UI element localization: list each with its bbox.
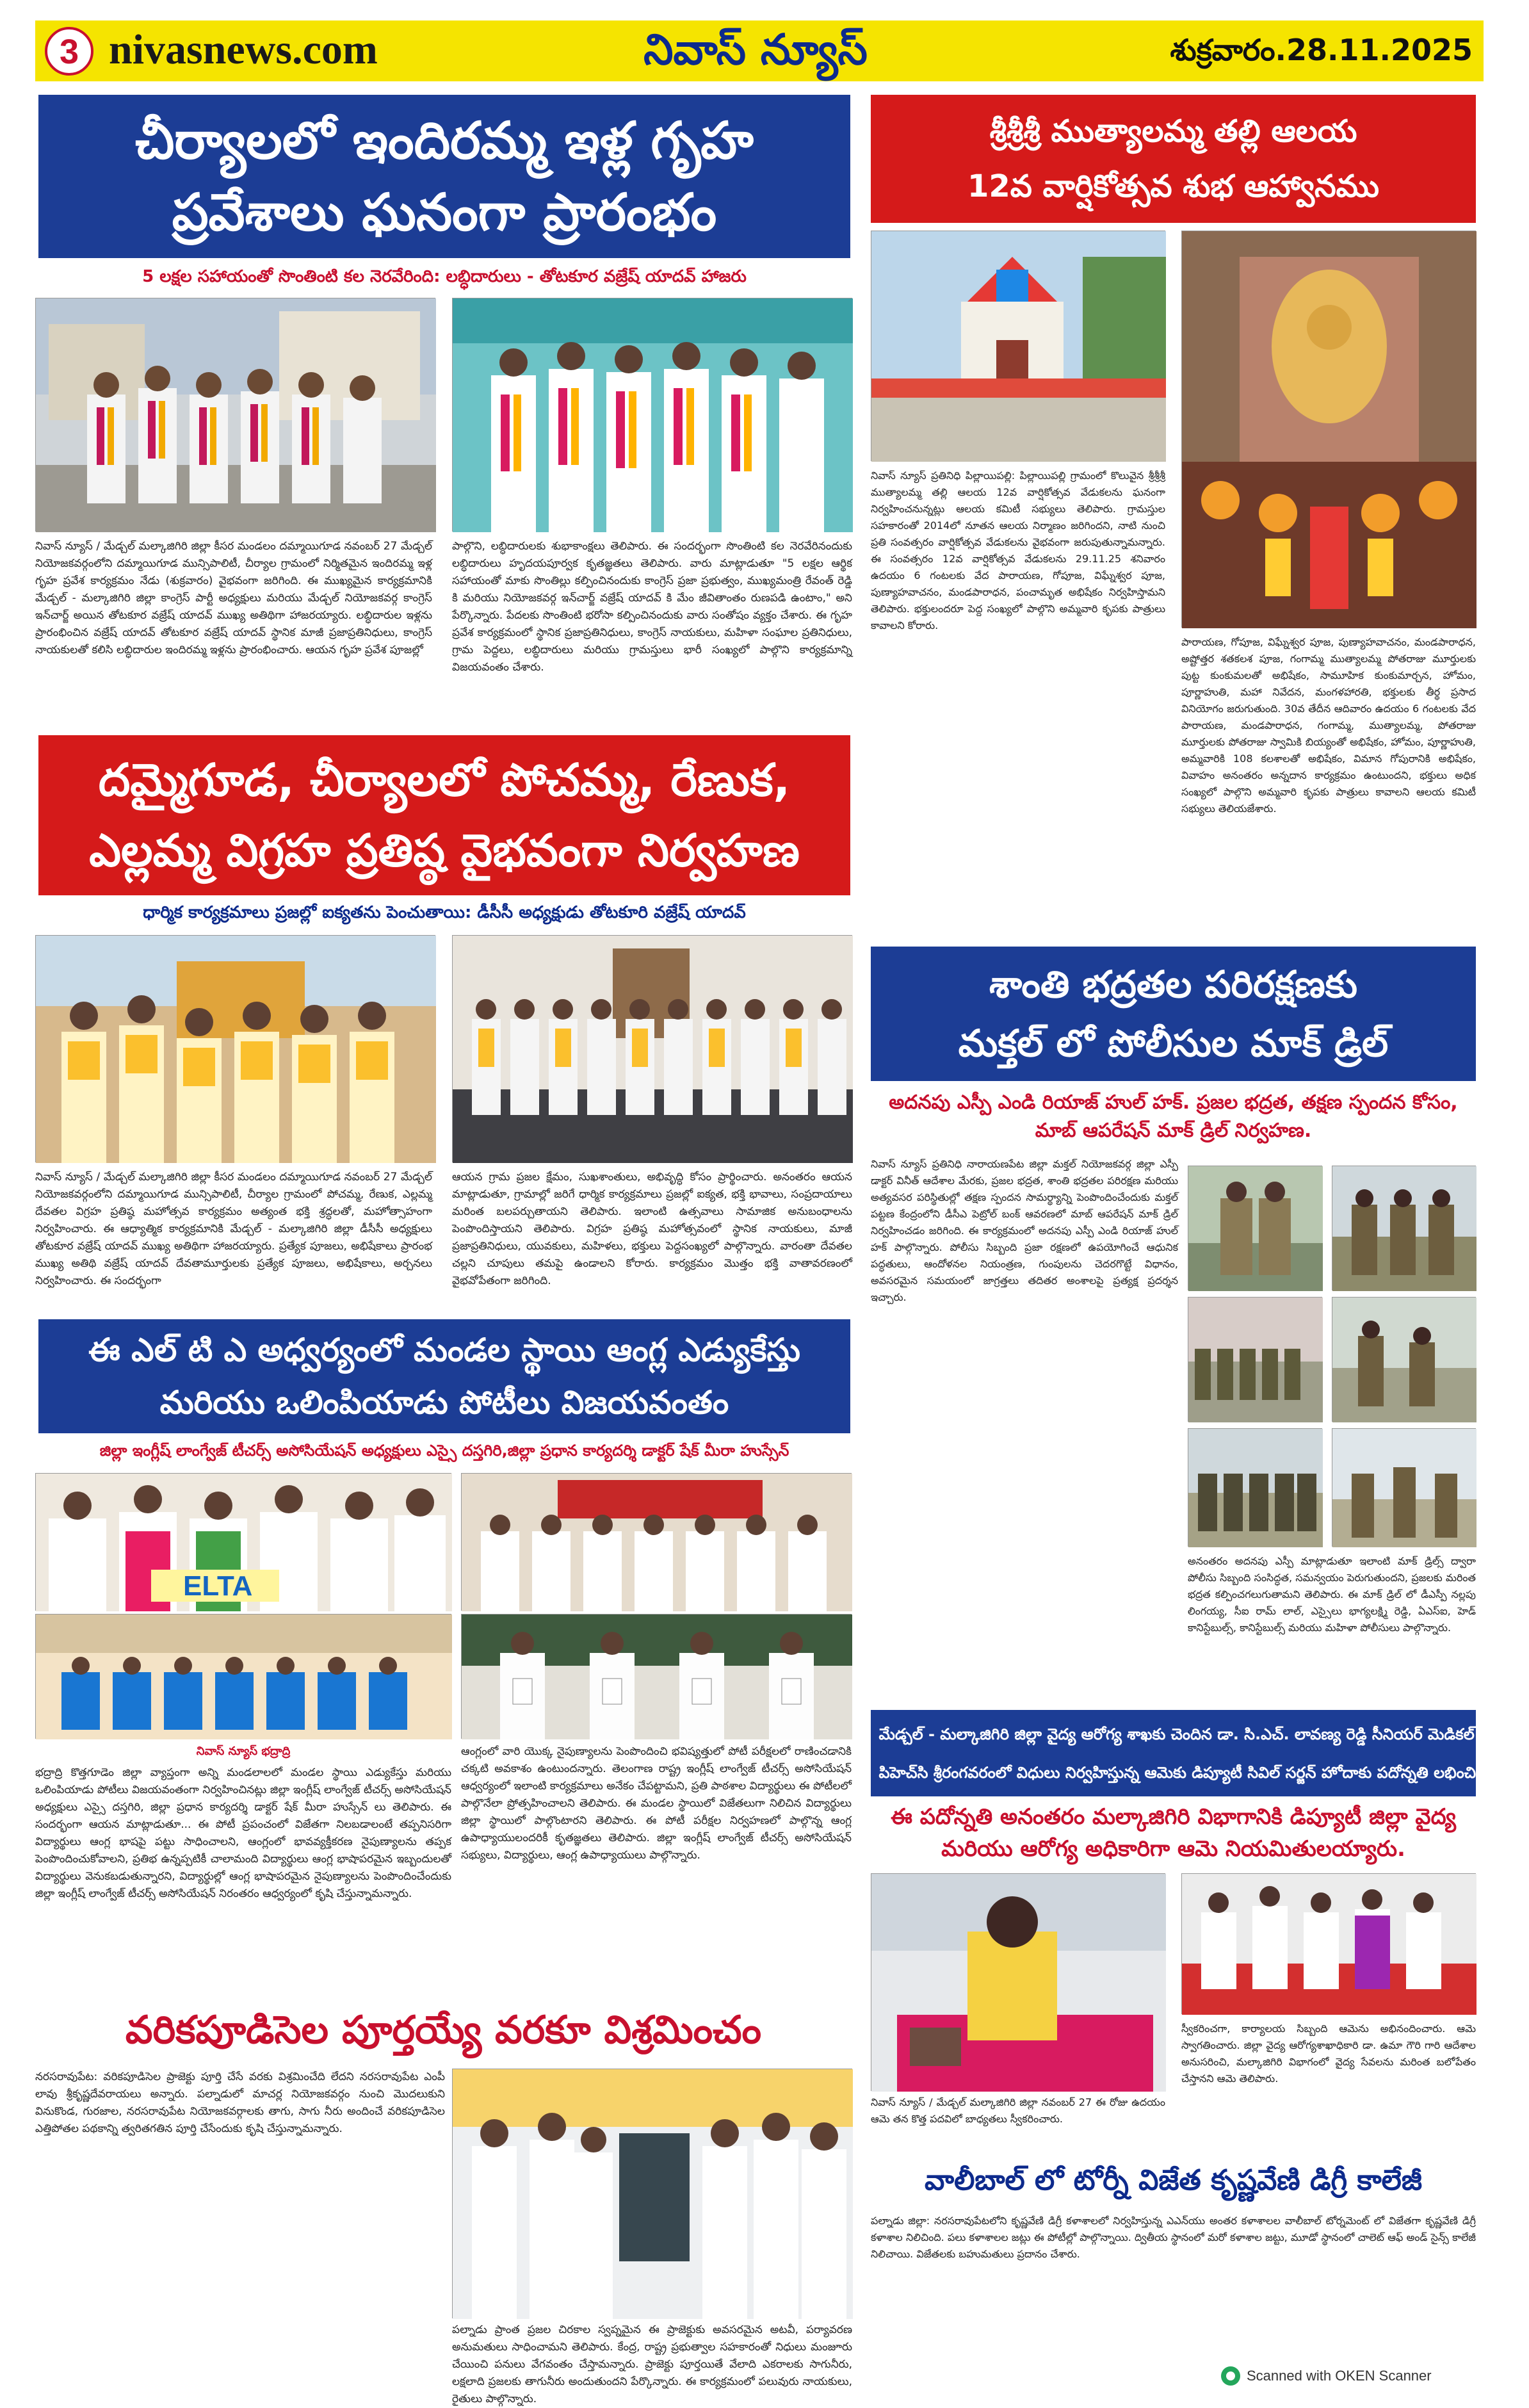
issue-date: శుక్రవారం.28.11.2025 xyxy=(1170,33,1473,67)
story4-headline: వరికపూడిసెల పూర్తయ్యే వరకూ విశ్రమించం xyxy=(35,2001,852,2059)
story6-body-left: నివాస్ న్యూస్ ప్రతినిధి నారాయణపేట జిల్లా మక్తల్ నియోజకవర్గ జిల్లా ఎస్పీ డాక్టర్ వినీత్ ఆదేశాల మేరకు, ప్రజల భద్రత, శాంతి భద్రతల పరిరక్షణ మరియు అత్యవసర పరిస్థితుల్లో తక్షణ స్పందన సామర్థ్యాన్ని పెంపొందించేందుకు మక్తల్ పట్టణ కేంద్రంలోని డీసీఎ పెట్రోల్ బంక్ ఆవరణలో మాబ్ ఆపరేషన్ మాక్ డ్రిల్ నిర్వహించడం జరిగింది. ఈ కార్యక్రమంలో అదనపు ఎస్పీ ఎండి రియాజ్ హుల్ హక్ పాల్గొన్నారు. పోలీసు సిబ్బంది ప్రజా రక్షణలో ఉపయోగించే ఆధునిక పద్ధతులు, ఆందోళనల నియంత్రణ, గుంపులను చెదరగొట్టే విధానం, అవసరమైన సమయంలో జాగ్రత్తలు తదితర అంశాలపై ప్రత్యక్ష ప్రదర్శన ఇచ్చారు. xyxy=(871,1158,1178,1303)
story2-headline-line1: దమ్మైగూడ, చీర్యాలలో పోచమ్మ, రేణుక, xyxy=(98,754,791,806)
story6-photo-4 xyxy=(1332,1297,1476,1422)
story1-photo-right xyxy=(452,298,852,532)
story1-headline-line2: ప్రవేశాలు ఘనంగా ప్రారంభం xyxy=(172,182,717,242)
story2-headline xyxy=(38,735,850,895)
story8-body: పల్నాడు జిల్లా: నరసరావుపేటలోని కృష్ణవేణి డిగ్రీ కళాశాలలో నిర్వహిస్తున్న ఎఎన్‌యు అంతర కళాశాలల వాలీబాల్ టోర్నమెంట్ లో విజేతగా కృష్ణవేణి డిగ్రీ కళాశాల నిలిచింది. పలు కళాశాలల జట్లు ఈ పోటీల్లో పాల్గొన్నాయి. ద్వితీయ స్థానంలో మరో కళాశాల జట్టు, మూడో స్థానంలో చాలెట్ ఆఫ్ అండ్ సైన్స్ కాలేజీ నిలిచాయి. విజేతలకు బహుమతులు ప్రదానం చేశారు. xyxy=(871,2215,1476,2260)
story2-photo-right xyxy=(452,935,852,1162)
story8-headline: వాలీబాల్ లో టోర్నీ విజేత కృష్ణవేణి డిగ్రీ కాలేజీ xyxy=(871,2155,1476,2206)
story6-photo-3 xyxy=(1188,1297,1322,1422)
site-name: nivasnews.com xyxy=(109,26,378,73)
story3-headline xyxy=(38,1319,850,1433)
story5-body-right: పారాయణ, గోపూజ, విఘ్నేశ్వర పూజ, పుణ్యాహవాచనం, మండపారాధన, అష్టోత్తర శతకలశ పూజ, గంగామ్మ ముత్యాలమ్మ పోతరాజు మూర్తులకు పుట్ట కుంకుమలతో అభిషేకం, సామూహిక కుంకుమార్చన, హోమం, పూర్ణాహుతి, మహా నివేదన, మంగళహారతి, భక్తులకు తీర్థ ప్రసాద వినియోగం జరుగుతుంది. 30వ తేదీన ఆదివారం ఉదయం 6 గంటలకు వేద పారాయణ, మండపారాధన, గంగామ్మ, ముత్యాలమ్మ, పోతరాజు మూర్తులకు పోతరాజు స్వామికి బియ్యంతో అభిషేకం, హోమం, పూర్ణాహుతి, అమ్మవారికి 108 కలశాలతో అభిషేకం, విమాన గోపురానికి అభిషేకం, వివాహం అనంతరం అన్నదాన కార్యక్రమం ఉంటుందని, భక్తులు అధిక సంఖ్యలో పాల్గొని అమ్మవారి కృపకు పాత్రులు కావాలని ఆలయ కమిటీ సభ్యులు తెలియజేశారు. xyxy=(1181,636,1476,815)
story1-headline xyxy=(38,95,850,258)
story1-subhead: 5 లక్షల సహాయంతో సొంతింటి కల నెరవేరింది: లబ్ధిదారులు - తోటకూర వజ్రేష్ యాదవ్ హాజరు xyxy=(142,267,747,286)
story7-subhead-line2: మరియు ఆరోగ్య అధికారిగా ఆమె నియమితులయ్యారు. xyxy=(941,1836,1405,1862)
story1-photo-left xyxy=(35,298,435,532)
story6-photo-2 xyxy=(1332,1166,1476,1290)
story5-headline-line2: 12వ వార్షికోత్సవ శుభ ఆహ్వానము xyxy=(967,168,1380,204)
paper-name: నివాస్ న్యూస్ xyxy=(643,25,868,74)
story5-temple-photo xyxy=(871,231,1165,461)
story6-subhead: అదనపు ఎస్పీ ఎండి రియాజ్ హుల్ హక్. ప్రజల భద్రత, తక్షణ స్పందన కోసం, మాబ్ ఆపరేషన్ మాక్ డ్రిల్ నిర్వహణ. xyxy=(889,1091,1458,1142)
page-number: 3 xyxy=(45,27,93,76)
story6-headline-line1: శాంతి భద్రతల పరిరక్షణకు xyxy=(989,963,1357,1006)
story7-headline-line2: పిహెచ్‌సి శ్రీరంగవరంలో విధులు నిర్వహిస్తున్న ఆమెకు డిప్యూటీ సివిల్ సర్జన్ హోదాకు పదోన్నతి లభించింది. xyxy=(878,1763,1501,1782)
story7-photo-left xyxy=(871,1873,1165,2091)
story7-subhead-line1: ఈ పదోన్నతి అనంతరం మల్కాజిగిరి విభాగానికి డిప్యూటీ జిల్లా వైద్య xyxy=(891,1804,1456,1830)
story2-headline-line2: ఎల్లమ్మ విగ్రహ ప్రతిష్ఠ వైభవంగా నిర్వహణ xyxy=(89,824,800,877)
story7-headline-line1: మేడ్చల్ - మల్కాజిగిరి జిల్లా వైద్య ఆరోగ్య శాఖకు చెందిన డా. సి.ఎచ్. లావణ్య రెడ్డి సీనియర్ మెడికల్ ఆఫీసర్, xyxy=(878,1725,1529,1743)
story3-headline-line2: మరియు ఒలింపియాడు పోటీలు విజయవంతం xyxy=(159,1384,729,1421)
scanner-text: Scanned with OKEN Scanner xyxy=(1247,2368,1432,2384)
story1-body-right: పాల్గొని, లబ్ధిదారులకు శుభాకాంక్షలు తెలిపారు. ఈ సందర్భంగా సొంతింటి కల నెరవేరినందుకు లబ్ధిదారులు హృదయపూర్వక కృతజ్ఞతలు తెలిపారు. వారు మాట్లాడుతూ "5 లక్షల ఆర్థిక సహాయంతో మాకు సొంతిల్లు కల్పించినందుకు కాంగ్రెస్ ప్రజా ప్రభుత్వం, ముఖ్యమంత్రి రేవంత్ రెడ్డి కి మరియు నియోజకవర్గ ఇన్‌చార్జ్ వజ్రేష్ యాదవ్ కి మేం జీవితాంతం రుణపడి ఉంటాం," అని పేర్కొన్నారు. పేదలకు సొంతింటి భరోసా కల్పించినందుకు వారు సంతోషం వ్యక్తం చేశారు. ఈ గృహ ప్రవేశ కార్యక్రమంలో స్థానిక ప్రజాప్రతినిధులు, కాంగ్రెస్ నాయకులు, మహిళా సంఘాల ప్రతినిధులు, గ్రామ పెద్దలు, లబ్ధిదారులు మరియు గ్రామస్తులు భారీ సంఖ్యలో పాల్గొని కార్యక్రమాన్ని విజయవంతం చేశారు. xyxy=(452,540,852,674)
story3-photo-top-left xyxy=(35,1473,451,1611)
story6-headline-line2: మక్తల్ లో పోలీసుల మాక్ డ్రిల్ xyxy=(958,1021,1389,1065)
story7-headline xyxy=(871,1710,1529,1796)
story7-caption-left: నివాస్ న్యూస్ / మేడ్చల్ మల్కాజిగిరి జిల్లా నవంబర్ 27 ఈ రోజు ఉదయం ఆమె తన కొత్త పదవిలో బాధ్యతలు స్వీకరించారు. xyxy=(871,2096,1165,2125)
story3-subhead: జిల్లా ఇంగ్లీష్ లాంగ్వేజ్ టీచర్స్ అసోసియేషన్ అధ్యక్షులు ఎస్సై దస్తగిరి,జిల్లా ప్రధాన కార్యదర్శి డాక్టర్ షేక్ మీరా హుస్సేన్ xyxy=(99,1442,789,1460)
story7-photo-right xyxy=(1181,1873,1476,2014)
story3-body-right: ఆంగ్లంలో వారి యొక్క నైపుణ్యాలను పెంపొందించి భవిష్యత్తులో పోటీ పరీక్షలలో రాణించడానికి చక్కటి అవకాశం ఉంటుందన్నారు. తెలంగాణ రాష్ట్ర ఇంగ్లీష్ లాంగ్వేజ్ టీచర్స్ అసోసియేషన్ ఆధ్వర్యంలో ఇలాంటి కార్యక్రమాలు అనేకం చేపట్టామని, ప్రతి పాఠశాల విద్యార్థులు ఈ పోటీలలో పాల్గొనేలా ప్రోత్సహించాలని తెలిపారు. ఈ మండల స్థాయిలో విజేతలుగా నిలిచిన విద్యార్థులు జిల్లా స్థాయిలో పాల్గొంటారని తెలిపారు. ఈ పోటీ పరీక్షల నిర్వహణలో పాల్గొన్న ఆంగ్ల ఉపాధ్యాయులందరికీ కృతజ్ఞతలు తెలిపారు. జిల్లా ఇంగ్లీష్ లాంగ్వేజ్ టీచర్స్ అసోసియేషన్ సభ్యులు, విద్యార్థులు, ఆంగ్ల ఉపాధ్యాయులు పాల్గొన్నారు. xyxy=(461,1745,852,1862)
story5-headline-line1: శ్రీశ్రీశ్రీ ముత్యాలమ్మ తల్లి ఆలయ xyxy=(989,113,1357,149)
story5-body-left: నివాస్ న్యూస్ ప్రతినిధి పిల్లాయిపల్లి: పిల్లాయిపల్లి గ్రామంలో కొలువైన శ్రీశ్రీశ్రీ ముత్యాలమ్మ తల్లి ఆలయ 12వ వార్షికోత్సవ వేడుకలను ఘనంగా నిర్వహించనున్నట్లు ఆలయ కమిటీ సభ్యులు తెలిపారు. గ్రామస్తుల సహకారంతో 2014లో నూతన ఆలయ నిర్మాణం జరిగిందని, నాటి నుంచి ప్రతి సంవత్సరం వార్షికోత్సవ వేడుకలను వైభవంగా జరుపుతున్నామన్నారు. ఈ సంవత్సరం 12వ వార్షికోత్సవ వేడుకలను 29.11.25 శనివారం ఉదయం 6 గంటలకు వేద పారాయణ, గోపూజ, విఘ్నేశ్వర పూజ, పుణ్యాహవాచనం, మండపారాధన, పంచామృత అభిషేకం నిర్వహిస్తామని తెలిపారు. భక్తులందరూ పెద్ద సంఖ్యలో పాల్గొని అమ్మవారి కృపకు పాత్రులు కావాలని కోరారు. xyxy=(871,469,1165,631)
story2-body-right: ఆయన గ్రామ ప్రజల క్షేమం, సుఖశాంతులు, అభివృద్ధి కోసం ప్రార్థించారు. అనంతరం ఆయన మాట్లాడుతూ, గ్రామాల్లో జరిగే ధార్మిక కార్యక్రమాలు ప్రజల్లో ఐక్యత, భక్తి భావాలు, సంప్రదాయాలు మరింత బలపర్చుతాయని తెలిపారు. ఇలాంటి ఉత్సవాలు సామాజిక అనుబంధాలను పెంపొందిస్తాయని తెలిపారు. విగ్రహ ప్రతిష్ఠ మహోత్సవంలో స్థానిక నాయకులు, మాజీ ప్రజాప్రతినిధులు, యువకులు, మహిళలు, భక్తులు పెద్దసంఖ్యలో పాల్గొన్నారు. వారంతా దేవతల చల్లని చూపులు తమపై ఉండాలని కోరారు. కార్యక్రమం మొత్తం భక్తి వాతావరణంలో వైభవోపేతంగా జరిగింది. xyxy=(452,1171,852,1287)
story1-body-left: నివాస్ న్యూస్ / మేడ్చల్ మల్కాజిగిరి జిల్లా కీసర మండలం దమ్మాయిగూడ నవంబర్ 27 మేడ్చల్ నియోజకవర్గంలోని దమ్మాయిగూడ మున్సిపాలిటీ, చీర్యాల గ్రామంలో నిర్మితమైన ఇందిరమ్మ ఇళ్ల గృహ ప్రవేశ కార్యక్రమం నేడు (శుక్రవారం) వైభవంగా జరిగింది. ఈ ముఖ్యమైన కార్యక్రమానికి మేడ్చల్ - మల్కాజిగిరి జిల్లా కాంగ్రెస్ పార్టీ అధ్యక్షులు మరియు మేడ్చల్ నియోజకవర్గ కాంగ్రెస్ ఇన్‌చార్జ్ అయిన తోటకూర వజ్రేష్ యాదవ్ ముఖ్య అతిథిగా హాజరయ్యారు. లబ్ధిదారుల ఇళ్లను ప్రారంభించిన వజ్రేష్ యాదవ్ తోటకూర వజ్రేష్ యాదవ్ స్థానిక మాజీ ప్రజాప్రతినిధులు, కాంగ్రెస్ నాయకులతో కలిసి లబ్ధిదారుల ఇందిరమ్మ ఇళ్లను ప్రారంభించారు. ఆయన గృహ ప్రవేశ పూజల్లో xyxy=(35,540,432,656)
elta-label: ELTA xyxy=(183,1570,253,1602)
story3-headline-line1: ఈ ఎల్ టి ఎ అధ్వర్యంలో మండల స్థాయి ఆంగ్ల ఎడ్యుకేస్తు xyxy=(88,1331,800,1369)
story3-photo-bottom-right xyxy=(461,1614,852,1739)
scanner-watermark xyxy=(1221,2363,1490,2389)
story2-photo-left xyxy=(35,935,435,1162)
story4-photo xyxy=(452,2069,852,2318)
story1-headline-line1: చీర్యాలలో ఇందిరమ్మ ఇళ్ల గృహ xyxy=(135,110,754,170)
story6-body-right: అనంతరం అదనపు ఎస్పీ మాట్లాడుతూ ఇలాంటి మాక్ డ్రిల్స్ ద్వారా పోలీసు సిబ్బంది సంసిద్ధత, సమన్వయం పెరుగుతుందని, ప్రజలకు మరింత భద్రత కల్పించగలుగుతామని తెలిపారు. ఈ మాక్ డ్రిల్ లో డీఎస్పీ నల్లపు లింగయ్య, సీఐ రామ్ లాల్, ఎస్సైలు భాగ్యలక్ష్మి రెడ్డి, ఏఎస్ఐ, హెడ్ కానిస్టేబుల్స్, కానిస్టేబుల్స్ మరియు మహిళా పోలీసులు పాల్గొన్నారు. xyxy=(1188,1555,1476,1634)
story3-body-left: భద్రాద్రి కొత్తగూడెం జిల్లా వ్యాప్తంగా అన్ని మండలాలలో మండల స్థాయి ఎడ్యుకేస్తు మరియు ఒలింపియాడు పోటీలు విజయవంతంగా నిర్వహించినట్లు జిల్లా ఇంగ్లీష్ లాంగ్వేజ్ టీచర్స్ అసోసియేషన్ అధ్యక్షులు ఎస్సై దస్తగిరి, జిల్లా ప్రధాన కార్యదర్శి డాక్టర్ షేక్ మీరా హుస్సేన్ లు తెలిపారు. ఈ సందర్భంగా ఆయన మాట్లాడుతూ... ఈ పోటీ ప్రపంచంలో విజేతగా నిలబడాలంటే తప్పనిసరిగా విద్యార్థులు ఆంగ్ల భాషపై పట్టు సాధించాలని, ఆంగ్లంలో భావవ్యక్తీకరణ నైపుణ్యాలను తప్పక పెంపొందించుకోవాలని, ప్రతిభ ఉన్నప్పటికీ చాలామంది విద్యార్థులు ఆంగ్ల భాషాపరమైన ఇబ్బందులతో విద్యార్థులు వెనుకబడుతున్నారని, విద్యార్థుల్లో ఆంగ్ల భాషాపరమైన నైపుణ్యాలను పెంపొందించేందుకు జిల్లా ఇంగ్లీష్ లాంగ్వేజ్ టీచర్స్ అసోసియేషన్ నిరంతరం ఆధ్వర్యంలో కృషి చేస్తున్నామన్నారు. xyxy=(35,1766,451,1900)
story3-photo-top-right xyxy=(461,1473,852,1611)
story7-caption-right: స్వీకరించగా, కార్యాలయ సిబ్బంది ఆమెను అభినందించారు. ఆమె స్వాగతించారు. జిల్లా వైద్య ఆరోగ్యశాఖాధికారి డా. ఉమా గౌరి గారి ఆదేశాల అనుసరించి, మల్కాజిగిరి విభాగంలో వైద్య సేవలను మరింత బలోపేతం చేస్తానని ఆమె తెలిపారు. xyxy=(1181,2022,1476,2085)
story5-headline xyxy=(871,95,1476,223)
story2-subhead: ధార్మిక కార్యక్రమాలు ప్రజల్లో ఐక్యతను పెంచుతాయి: డీసీసీ అధ్యక్షుడు తోటకూరి వజ్రేష్ యాదవ్ xyxy=(143,903,746,922)
story3-photo-caption: నివాస్ న్యూస్ భద్రాద్రి xyxy=(196,1745,291,1758)
story6-photo-5 xyxy=(1188,1428,1322,1547)
story3-photo-bottom-left xyxy=(35,1614,451,1739)
story6-photo-6 xyxy=(1332,1428,1476,1547)
story2-body-left: నివాస్ న్యూస్ / మేడ్చల్ మల్కాజిగిరి జిల్లా కీసర మండలం దమ్మాయిగూడ నవంబర్ 27 మేడ్చల్ నియోజకవర్గంలోని దమ్మాయిగూడ మున్సిపాలిటీ, చీర్యాల గ్రామంలో పోచమ్మ, రేణుక, ఎల్లమ్మ దేవతల విగ్రహ ప్రతిష్ఠ మహోత్సవ కార్యక్రమం అత్యంత భక్తి శ్రద్ధలతో, మహోత్సాహంగా నిర్వహించారు. ఈ ఆధ్యాత్మిక కార్యక్రమానికి మేడ్చల్ - మల్కాజిగిరి జిల్లా డీసీసీ అధ్యక్షులు తోటకూర వజ్రేష్ యాదవ్ ముఖ్య అతిథిగా హాజరయ్యారు. ప్రత్యేక పూజలు, అభిషేకాలు ప్రారంభ ముఖ్య అతిథి వజ్రేష్ యాదవ్ దేవతామూర్తులకు ప్రత్యేక పూజలు, అభిషేకాలు, అర్చనలు నిర్వహించారు. ఈ సందర్భంగా xyxy=(35,1171,432,1287)
story4-body-left: నరసరావుపేట: వరికపూడిసెల ప్రాజెక్టు పూర్తి చేసే వరకు విశ్రమించేది లేదని నరసరావుపేట ఎంపీ లావు శ్రీకృష్ణదేవరాయలు అన్నారు. పల్నాడులో మాచర్ల నియోజకవర్గం నుంచి మొదలుకుని వినుకొండ, గురజాల, నరసరావుపేట నియోజకవర్గాలకు తాగు, సాగు నీరు అందించే వరికపూడిసెల ఎత్తిపోతల పథకాన్ని త్వరితగతిన పూర్తి చేసేందుకు కృషి చేస్తున్నామన్నారు. xyxy=(35,2070,445,2135)
story5-deity-photo xyxy=(1181,231,1476,628)
story6-headline xyxy=(871,947,1476,1081)
story4-body-right: పల్నాడు ప్రాంత ప్రజల చిరకాల స్వప్నమైన ఈ ప్రాజెక్టుకు అవసరమైన అటవీ, పర్యావరణ అనుమతులు సాధించామని తెలిపారు. కేంద్ర, రాష్ట్ర ప్రభుత్వాల సహకారంతో నిధులు మంజూరు చేయించి పనులు వేగవంతం చేస్తామన్నారు. ప్రాజెక్టు పూర్తయితే వేలాది ఎకరాలకు సాగునీరు, లక్షలాది ప్రజలకు తాగునీరు అందుతుందని పేర్కొన్నారు. ఈ కార్యక్రమంలో పలువురు నాయకులు, రైతులు పాల్గొన్నారు. xyxy=(452,2323,852,2405)
oken-scanner-icon xyxy=(1221,2366,1240,2386)
story6-photo-1 xyxy=(1188,1166,1322,1290)
